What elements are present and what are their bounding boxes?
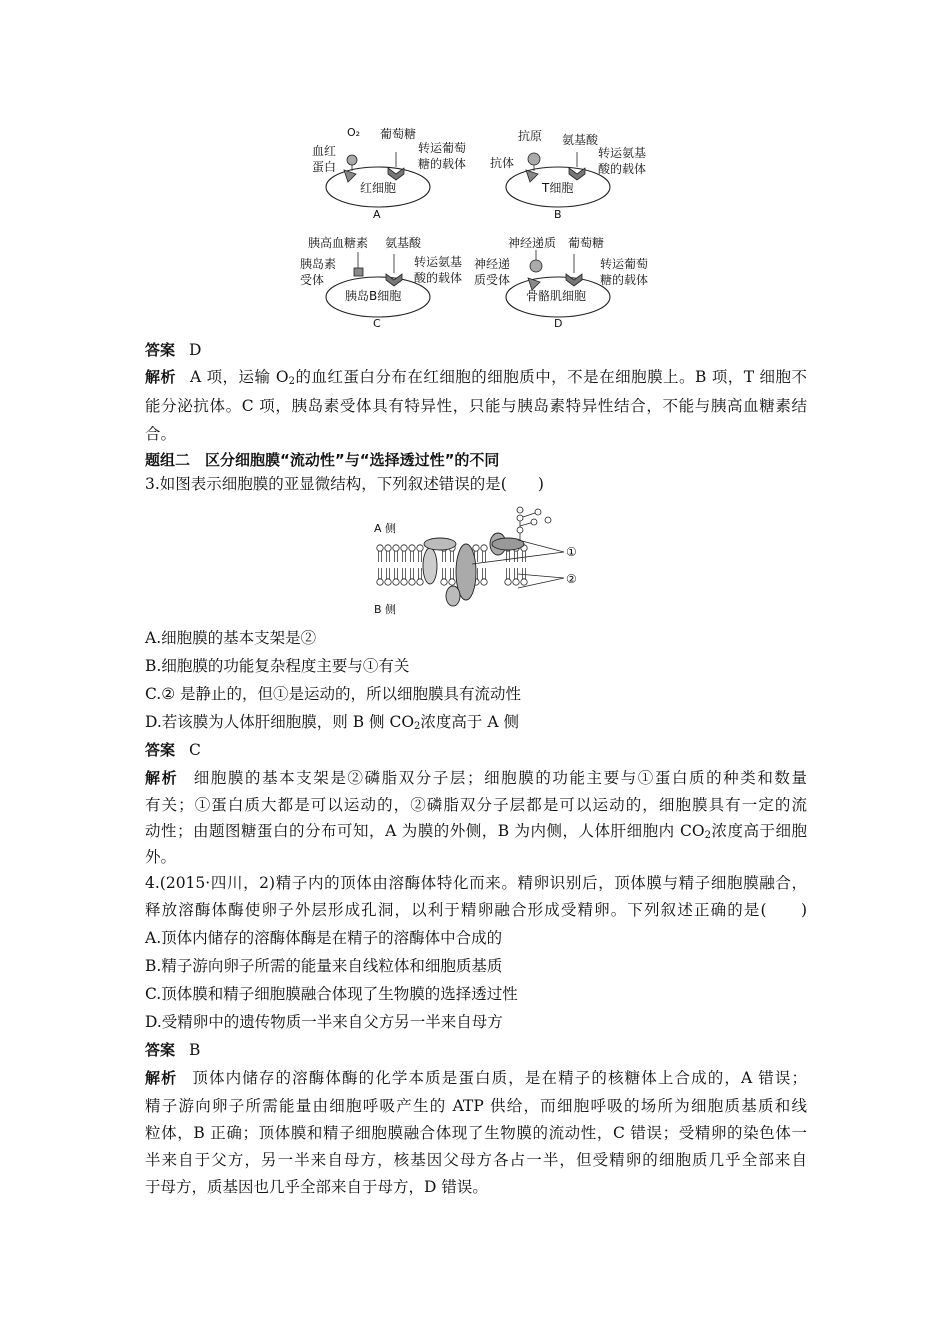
q4-stem-line-1: 4.(2015·四川，2)精子内的顶体由溶酶体特化而来。精卵识别后，顶体膜与精子细胞膜融合， (145, 874, 807, 892)
panel-c-left-1: 胰岛素 (300, 257, 337, 271)
panel-c-right-2: 酸的载体 (414, 271, 463, 285)
panel-d-letter: D (554, 317, 563, 330)
q4-option-b: B.精子游向卵子所需的能量来自线粒体和细胞质基质 (145, 957, 503, 975)
panel-d-left-2: 质受体 (474, 273, 511, 287)
analysis-label: 解析 (145, 769, 179, 787)
side-a-label: A 侧 (374, 522, 397, 535)
lipid-tail (403, 568, 406, 579)
lipid-tail (451, 568, 454, 579)
lipid-tail (403, 551, 406, 562)
panel-c-right-1: 转运氨基 (414, 255, 463, 269)
q3-answer-line (145, 740, 201, 760)
q3-stem: 3.如图表示细胞膜的亚显微结构，下列叙述错误的是( ) (145, 475, 544, 493)
lipid-tail (419, 551, 422, 562)
lipid-tail (419, 568, 422, 579)
panel-d-cell: 骨骼肌细胞 (526, 289, 587, 303)
option-text: D.若该膜为人体肝细胞膜，则 B 侧 CO (145, 713, 415, 731)
lipid-tail (523, 551, 526, 562)
lipid-head (393, 579, 399, 585)
panel-d-right-1: 转运葡萄 (600, 257, 649, 271)
q4-analysis-line-3: 粒体，B 正确；顶体膜和精子细胞膜融合体现了生物膜的流动性，C 错误；受精卵的染色体一 (145, 1124, 807, 1142)
q3-analysis-line-3 (145, 821, 807, 841)
analysis-text: 的血红蛋白分布在红细胞的细胞质中，不是在细胞膜上。B 项，T 细胞不 (295, 368, 807, 386)
analysis-text: 细胞膜的基本支架是②磷脂双分子层；细胞膜的功能主要与①蛋白质的种类和数量 (192, 769, 807, 787)
lipid-tail (387, 568, 390, 579)
panel-c-tag-1: 胰高血糖素 (308, 236, 369, 250)
panel-c-tag-2: 氨基酸 (385, 236, 422, 250)
q4-option-a: A.顶体内储存的溶酶体酶是在精子的溶酶体中合成的 (145, 929, 503, 947)
panel-b (490, 128, 646, 221)
panel-d-tag-2: 葡萄糖 (568, 236, 605, 250)
lipid-tail (523, 568, 526, 579)
panel-b-tag-2: 氨基酸 (562, 133, 599, 147)
panel-a (312, 126, 466, 221)
lipid-head (505, 579, 511, 585)
panel-c-left-2: 受体 (300, 273, 325, 287)
lipid-head (409, 545, 415, 551)
panel-b-right-2: 酸的载体 (598, 162, 647, 176)
lipid-tail (379, 568, 382, 579)
panel-d-left-1: 神经递 (474, 257, 511, 271)
lipid-tail (507, 568, 510, 579)
panel-b-letter: B (554, 208, 562, 221)
lipid-tail (507, 551, 510, 562)
panel-b-tag-1: 抗原 (518, 129, 543, 143)
lipid-tail (411, 568, 414, 579)
lipid-head (385, 545, 391, 551)
lipid-head (513, 579, 519, 585)
q3-option-d (145, 712, 519, 732)
answer-value: B (189, 1041, 201, 1059)
q4-analysis-line-5: 于母方，质基因也几乎全部来自于母方，D 错误。 (145, 1178, 488, 1196)
lipid-head (393, 545, 399, 551)
section-heading: 题组二 区分细胞膜“流动性”与“选择透过性”的不同 (145, 451, 500, 469)
q3-analysis-line-4: 外。 (145, 848, 177, 866)
panel-c-cell: 胰岛B细胞 (345, 289, 402, 303)
q2-analysis-line-3: 合。 (145, 425, 177, 443)
lipid-tail (387, 551, 390, 562)
marker-1: ① (566, 545, 577, 559)
panel-a-right-1: 转运葡萄 (418, 141, 467, 155)
membrane-figure (368, 504, 588, 620)
q3-option-c: C.② 是静止的，但①是运动的，所以细胞膜具有流动性 (145, 685, 522, 703)
lipid-head (441, 579, 447, 585)
panel-b-right-1: 转运氨基 (598, 146, 647, 160)
q2-analysis-line-2: 能分泌抗体。C 项，胰岛素受体具有特异性，只能与胰岛素特异性结合，不能与胰高血糖素结 (145, 397, 807, 415)
marker-2: ② (566, 572, 577, 586)
panel-a-left-1: 血红 (312, 144, 337, 158)
panel-b-left-1: 抗体 (490, 156, 515, 170)
answer-label: 答案 (145, 341, 176, 359)
panel-d (474, 235, 648, 330)
lipid-tail (379, 551, 382, 562)
subscript: 2 (288, 376, 295, 387)
lipid-tail (411, 551, 414, 562)
q3-option-b: B.细胞膜的功能复杂程度主要与①有关 (145, 657, 410, 675)
analysis-label: 解析 (145, 368, 176, 386)
lipid-head (417, 545, 423, 551)
q4-analysis-line-1 (145, 1068, 807, 1088)
answer-value: C (189, 741, 201, 759)
lipid-head (473, 545, 479, 551)
lipid-tail (451, 551, 454, 562)
lipid-head (449, 579, 455, 585)
lipid-tail (483, 568, 486, 579)
q4-option-d: D.受精卵中的遗传物质一半来自父方另一半来自母方 (145, 1013, 503, 1031)
lipid-head (385, 579, 391, 585)
answer-label: 答案 (145, 1041, 176, 1059)
q3-analysis-line-1 (145, 768, 807, 788)
lipid-tail (395, 568, 398, 579)
option-text: 浓度高于 A 侧 (420, 713, 519, 731)
lipid-head (401, 545, 407, 551)
q4-analysis-line-2: 精子游向卵子所需能量由细胞呼吸产生的 ATP 供给，而细胞呼吸的场所为细胞质基质和线 (145, 1097, 807, 1115)
lipid-head (409, 579, 415, 585)
side-b-label: B 侧 (374, 603, 397, 616)
panel-a-tag-1: O₂ (347, 126, 361, 139)
lipid-tail (515, 551, 518, 562)
panel-a-tag-2: 葡萄糖 (380, 127, 417, 141)
subscript: 2 (414, 721, 421, 732)
cell-receptor-figure (290, 122, 670, 332)
analysis-label: 解析 (145, 1069, 178, 1087)
q4-analysis-line-4: 半来自于父方，另一半来自母方，核基因父母方各占一半，但受精卵的细胞质几乎全部来自 (145, 1151, 807, 1169)
q2-answer-line (145, 340, 201, 360)
panel-a-right-2: 糖的载体 (418, 157, 467, 171)
answer-label: 答案 (145, 741, 176, 759)
q4-stem-line-2: 释放溶酶体酶使卵子外层形成孔洞，以利于精卵融合形成受精卵。下列叙述正确的是( ) (145, 901, 807, 919)
lipid-head (377, 579, 383, 585)
panel-d-right-2: 糖的载体 (600, 273, 649, 287)
panel-a-letter: A (373, 208, 381, 221)
analysis-text: A 项，运输 O (189, 368, 289, 386)
lipid-head (521, 579, 527, 585)
lipid-head (417, 579, 423, 585)
lipid-head (481, 579, 487, 585)
panel-b-cell: T细胞 (542, 181, 574, 195)
answer-value: D (189, 341, 202, 359)
panel-a-cell: 红细胞 (360, 181, 397, 195)
q3-analysis-line-2: 有关；①蛋白质大都是可以运动的，②磷脂双分子层都是可以运动的，细胞膜具有一定的流 (145, 796, 807, 814)
panel-c-letter: C (373, 317, 381, 330)
lipid-head (377, 545, 383, 551)
lipid-tail (443, 551, 446, 562)
analysis-text: 浓度高于细胞 (710, 822, 807, 840)
panel-d-tag-1: 神经递质 (508, 236, 557, 250)
q4-option-c: C.顶体膜和精子细胞膜融合体现了生物膜的选择透过性 (145, 985, 518, 1003)
subscript: 2 (704, 830, 711, 841)
lipid-tail (395, 551, 398, 562)
analysis-text: 动性；由题图糖蛋白的分布可知，A 为膜的外侧，B 为内侧，人体肝细胞内 CO (145, 822, 705, 840)
lipid-tail (443, 568, 446, 579)
lipid-tail (515, 568, 518, 579)
q4-answer-line (145, 1040, 200, 1060)
q2-analysis-line-1 (145, 367, 807, 387)
lipid-head (401, 579, 407, 585)
q3-option-a: A.细胞膜的基本支架是② (145, 629, 317, 647)
panel-c (300, 235, 462, 330)
panel-a-left-2: 蛋白 (312, 160, 337, 174)
analysis-text: 顶体内储存的溶酶体酶的化学本质是蛋白质，是在精子的核糖体上合成的，A 错误； (191, 1069, 807, 1087)
lipid-tail (483, 551, 486, 562)
lipid-head (481, 545, 487, 551)
